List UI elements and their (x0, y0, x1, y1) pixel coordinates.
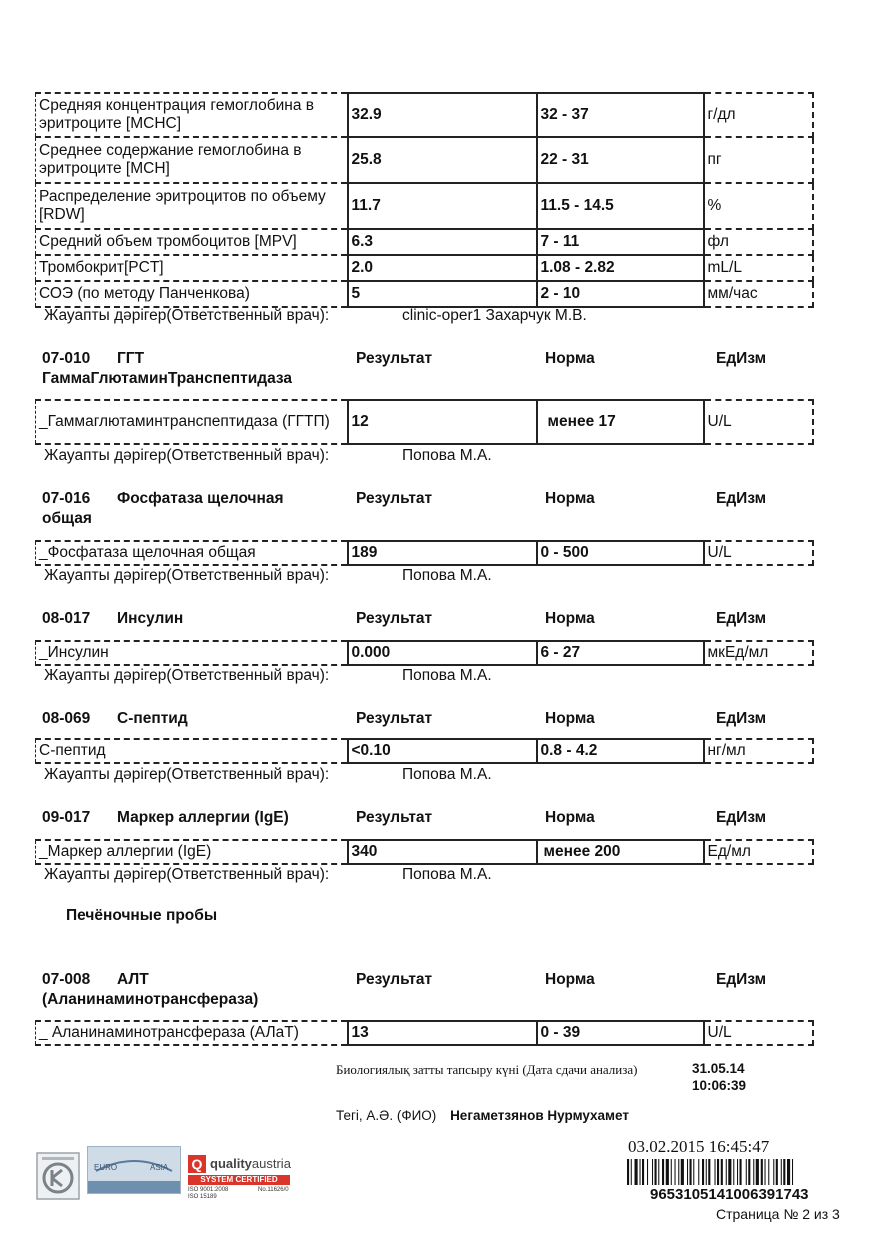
test-result: 25.8 (348, 137, 537, 183)
test-unit: мкЕд/мл (704, 641, 813, 665)
result-header: Результат (356, 809, 433, 826)
iso-9001: ISO 9001:2008 (188, 1187, 229, 1193)
test-name: Средний объем тромбоцитов [MPV] (36, 229, 348, 255)
barcode-bar (721, 1159, 723, 1185)
system-certified-label: SYSTEM CERTIFIED (188, 1175, 290, 1185)
section-title: АЛТ (117, 971, 149, 988)
test-result: <0.10 (348, 739, 537, 763)
sample-time: 10:06:39 (692, 1078, 747, 1093)
test-name: _ Аланинаминотрансфераза (АЛаТ) (36, 1021, 348, 1045)
test-name: Среднее содержание гемоглобина в эритроците [MCH] (36, 137, 348, 183)
doctor-label: Жауапты дәрігер(Ответственный врач): (44, 667, 330, 684)
test-norm: 7 - 11 (537, 229, 704, 255)
table-row (36, 183, 813, 229)
alt-table (35, 1020, 814, 1046)
sample-date-label: Биологиялық затты тапсыру күні (Дата сдачи анализа) (336, 1062, 638, 1077)
unit-header: ЕдИзм (716, 710, 767, 727)
barcode-bar (690, 1159, 692, 1185)
test-result: 2.0 (348, 255, 537, 281)
barcode-bar (655, 1159, 657, 1185)
group-title: Печёночные пробы (66, 907, 218, 924)
barcode-bar (761, 1159, 763, 1185)
fio-value: Негаметзянов Нурмухамет (450, 1108, 629, 1123)
table-row (36, 541, 813, 565)
doctor-name: Попова М.А. (402, 667, 492, 684)
euro-label: EURO (94, 1163, 118, 1172)
barcode-bar (737, 1159, 738, 1185)
table-row (36, 281, 813, 307)
barcode-bar (756, 1159, 759, 1185)
test-unit: U/L (704, 541, 813, 565)
test-result: 12 (348, 400, 537, 444)
section-code: 07-008 (42, 971, 91, 988)
barcode-bar (627, 1159, 629, 1185)
test-norm: менее 17 (537, 400, 704, 444)
test-unit: U/L (704, 1021, 813, 1045)
barcode-bar (647, 1159, 648, 1185)
test-name: Распределение эритроцитов по объему [RDW] (36, 183, 348, 229)
section-title-continued: ГаммаГлютаминТранспептидаза (42, 370, 293, 387)
barcode-bar (715, 1159, 716, 1185)
test-result: 189 (348, 541, 537, 565)
barcode-bar (746, 1159, 747, 1185)
q-icon: Q (188, 1155, 206, 1173)
cert-number: No.11626/0 (258, 1187, 289, 1193)
barcode-number: 9653105141006391743 (650, 1186, 809, 1203)
table-row (36, 840, 813, 864)
test-result: 5 (348, 281, 537, 307)
barcode-bar (726, 1159, 727, 1185)
barcode-bar (702, 1159, 704, 1185)
quality-brand (210, 1156, 291, 1171)
section-title: Инсулин (117, 610, 184, 627)
test-name: Тромбокрит[PCT] (36, 255, 348, 281)
norm-header: Норма (545, 710, 595, 727)
test-unit: % (704, 183, 813, 229)
barcode-bar (631, 1159, 632, 1185)
table-row (36, 137, 813, 183)
test-unit: Ед/мл (704, 840, 813, 864)
doctor-name: Попова М.А. (402, 866, 492, 883)
print-datetime: 03.02.2015 16:45:47 (628, 1137, 770, 1156)
section-code: 08-017 (42, 610, 91, 627)
section-title: Фосфатаза щелочная (117, 490, 284, 507)
kz-certification-logo (36, 1152, 80, 1200)
test-result: 13 (348, 1021, 537, 1045)
barcode-bar (652, 1159, 653, 1185)
responsible-doctor (44, 307, 587, 325)
barcode-bar (717, 1159, 719, 1185)
barcode-bar (748, 1159, 750, 1185)
section-code: 09-017 (42, 809, 91, 826)
norm-header: Норма (545, 350, 595, 367)
norm-header: Норма (545, 490, 595, 507)
doctor-name: Попова М.А. (402, 567, 492, 584)
norm-header: Норма (545, 809, 595, 826)
quality-austria-logo (188, 1155, 298, 1201)
c-peptide-table (35, 738, 814, 764)
norm-header: Норма (545, 610, 595, 627)
table-row (36, 93, 813, 137)
barcode-bar (781, 1159, 782, 1185)
barcode-bar (687, 1159, 688, 1185)
test-norm: 32 - 37 (537, 93, 704, 137)
test-norm: 11.5 - 14.5 (537, 183, 704, 229)
barcode-bar (658, 1159, 659, 1185)
sample-date: 31.05.14 (692, 1061, 745, 1076)
doctor-name: Попова М.А. (402, 766, 492, 783)
iso-15189: ISO 15189 (188, 1194, 217, 1200)
barcode-bar (642, 1159, 644, 1185)
responsible-doctor (44, 667, 492, 685)
test-name: _Инсулин (36, 641, 348, 665)
section-title: Маркер аллергии (IgE) (117, 809, 289, 826)
test-result: 0.000 (348, 641, 537, 665)
unit-header: ЕдИзм (716, 610, 767, 627)
result-header: Результат (356, 971, 433, 988)
doctor-label: Жауапты дәрігер(Ответственный врач): (44, 866, 330, 883)
barcode-bar (698, 1159, 699, 1185)
test-result: 32.9 (348, 93, 537, 137)
barcode-bar (773, 1159, 774, 1185)
alkaline-phosphatase-table (35, 540, 814, 566)
unit-header: ЕдИзм (716, 809, 767, 826)
insulin-table (35, 640, 814, 666)
test-unit: нг/мл (704, 739, 813, 763)
test-unit: пг (704, 137, 813, 183)
result-header: Результат (356, 710, 433, 727)
barcode-bar (728, 1159, 731, 1185)
barcode-bar (706, 1159, 707, 1185)
doctor-name: clinic-oper1 Захарчук М.В. (402, 307, 587, 324)
ige-table (35, 839, 814, 865)
table-row (36, 229, 813, 255)
responsible-doctor (44, 866, 492, 884)
page-number: Страница № 2 из 3 (716, 1206, 840, 1222)
test-unit: г/дл (704, 93, 813, 137)
euro-asia-logo (87, 1146, 181, 1194)
barcode-bar (675, 1159, 676, 1185)
barcode-bar (662, 1159, 664, 1185)
norm-header: Норма (545, 971, 595, 988)
barcode-bar (640, 1159, 641, 1185)
section-code: 07-010 (42, 350, 91, 367)
quality-prefix: quality (210, 1156, 252, 1171)
barcode-bar (765, 1159, 766, 1185)
doctor-label: Жауапты дәрігер(Ответственный врач): (44, 567, 330, 584)
responsible-doctor (44, 766, 492, 784)
test-name: _Маркер аллергии (IgE) (36, 840, 348, 864)
test-norm: 0 - 39 (537, 1021, 704, 1045)
barcode (627, 1159, 847, 1185)
doctor-label: Жауапты дәрігер(Ответственный врач): (44, 766, 330, 783)
result-header: Результат (356, 490, 433, 507)
test-result: 6.3 (348, 229, 537, 255)
patient-fio (336, 1108, 629, 1123)
test-name: С-пептид (36, 739, 348, 763)
test-result: 11.7 (348, 183, 537, 229)
ggt-results-table (35, 399, 814, 445)
responsible-doctor (44, 567, 492, 585)
test-unit: U/L (704, 400, 813, 444)
table-row (36, 641, 813, 665)
doctor-name: Попова М.А. (402, 447, 492, 464)
test-norm: 22 - 31 (537, 137, 704, 183)
barcode-bar (708, 1159, 710, 1185)
unit-header: ЕдИзм (716, 350, 767, 367)
barcode-bar (678, 1159, 679, 1185)
table-row (36, 400, 813, 444)
test-unit: мм/час (704, 281, 813, 307)
section-title: С-пептид (117, 710, 188, 727)
result-header: Результат (356, 350, 433, 367)
test-norm: 1.08 - 2.82 (537, 255, 704, 281)
table-row (36, 739, 813, 763)
test-name: _Гаммаглютаминтранспептидаза (ГГТП) (36, 400, 348, 444)
doctor-label: Жауапты дәрігер(Ответственный врач): (44, 307, 330, 324)
section-code: 08-069 (42, 710, 91, 727)
barcode-bar (666, 1159, 669, 1185)
table-row (36, 255, 813, 281)
test-name: _Фосфатаза щелочная общая (36, 541, 348, 565)
responsible-doctor (44, 447, 492, 465)
test-norm: 2 - 10 (537, 281, 704, 307)
section-title-continued: (Аланинаминотрансфераза) (42, 991, 259, 1008)
fio-label: Тегі, А.Ә. (ФИО) (336, 1108, 437, 1123)
test-norm: 0.8 - 4.2 (537, 739, 704, 763)
barcode-bar (635, 1159, 638, 1185)
table-row (36, 1021, 813, 1045)
test-result: 340 (348, 840, 537, 864)
unit-header: ЕдИзм (716, 971, 767, 988)
unit-header: ЕдИзм (716, 490, 767, 507)
hematology-results-table (35, 92, 814, 308)
barcode-bar (792, 1159, 793, 1185)
barcode-bar (671, 1159, 672, 1185)
test-norm: 0 - 500 (537, 541, 704, 565)
doctor-label: Жауапты дәрігер(Ответственный врач): (44, 447, 330, 464)
barcode-bar (693, 1159, 694, 1185)
asia-label: ASIA (150, 1163, 169, 1172)
barcode-bar (740, 1159, 742, 1185)
test-name: СОЭ (по методу Панченкова) (36, 281, 348, 307)
test-name: Средняя концентрация гемоглобина в эритроците [MCHC] (36, 93, 348, 137)
test-unit: фл (704, 229, 813, 255)
barcode-bar (787, 1159, 790, 1185)
barcode-bar (768, 1159, 769, 1185)
barcode-bar (776, 1159, 778, 1185)
result-header: Результат (356, 610, 433, 627)
barcode-bar (681, 1159, 684, 1185)
quality-suffix: austria (251, 1156, 291, 1171)
test-norm: 6 - 27 (537, 641, 704, 665)
section-title: ГГТ (117, 350, 145, 367)
section-code: 07-016 (42, 490, 91, 507)
barcode-bar (733, 1159, 734, 1185)
section-title-continued: общая (42, 510, 92, 527)
test-norm: менее 200 (537, 840, 704, 864)
test-unit: mL/L (704, 255, 813, 281)
barcode-bar (783, 1159, 785, 1185)
barcode-bar (753, 1159, 754, 1185)
